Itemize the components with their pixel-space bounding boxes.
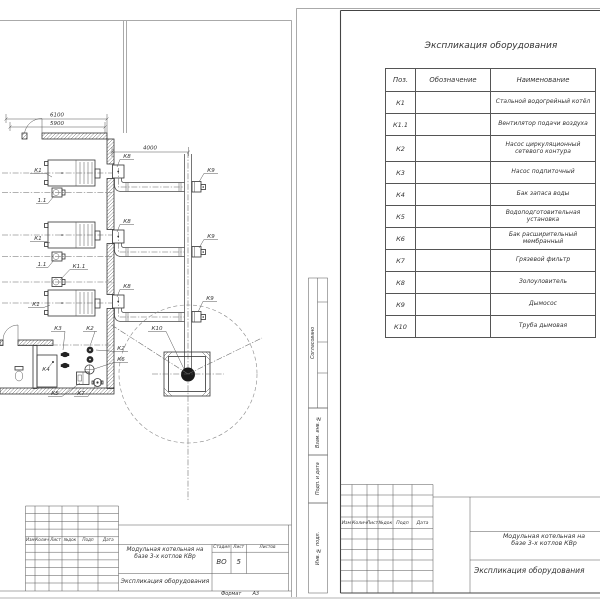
chimney: [110, 305, 262, 443]
spec-cell: К3: [386, 162, 416, 184]
stage-label: Стадия: [213, 544, 230, 550]
svg-text:К1: К1: [34, 168, 42, 174]
left-tb-project: [119, 547, 211, 572]
side-label-inv-orig: Инв. № подл.: [315, 531, 321, 565]
spec-row: [386, 250, 596, 272]
spec-cell: [416, 316, 491, 338]
plan-label-k1-a: [30, 168, 52, 177]
pump-k3: [61, 352, 69, 368]
spec-row: [386, 136, 596, 162]
svg-text:5900: 5900: [50, 120, 64, 127]
spec-cell: [416, 206, 491, 228]
right-tb-header-№док: №док: [378, 521, 393, 527]
svg-text:К6: К6: [117, 357, 125, 363]
spec-header-cell: Поз.: [386, 69, 416, 92]
spec-cell: [416, 228, 491, 250]
right-tb-header-Подп: Подп: [396, 521, 409, 527]
svg-text:К8: К8: [123, 284, 131, 290]
spec-cell: К4: [386, 184, 416, 206]
spec-cell: К1.1: [386, 114, 416, 136]
right-tb-project: [470, 533, 600, 559]
svg-text:К4: К4: [42, 367, 50, 373]
expansion-tank-k6: [85, 365, 94, 374]
inner-door: [3, 325, 18, 340]
svg-text:1.1: 1.1: [37, 198, 47, 204]
right-tb-header-Лист: Лист: [366, 521, 379, 527]
side-label-sign-date: Подп. и дата: [315, 462, 321, 496]
spec-cell: [416, 114, 491, 136]
left-tb-header-№док: №док: [63, 537, 77, 543]
spec-cell: К7: [386, 250, 416, 272]
plan-label-k11-c: [60, 264, 88, 280]
spec-cell: Бак запаса воды: [491, 184, 596, 206]
plan-label-dim-5900: [50, 121, 64, 127]
spec-cell: К9: [386, 294, 416, 316]
right-tb-header-Колич: Колич: [352, 521, 367, 527]
spec-row: [386, 206, 596, 228]
svg-text:К1.1: К1.1: [72, 264, 86, 270]
right-tb-doc-title: Экспликация оборудования: [474, 566, 585, 575]
left-tb-doc-title: Экспликация оборудования: [120, 577, 210, 585]
plan-labels: [28, 113, 218, 398]
spec-row: [386, 228, 596, 250]
entry-door: [25, 118, 43, 133]
side-label-approved: Согласовано: [310, 326, 316, 360]
plan-label-dim-6100: [50, 113, 64, 119]
plan-label-k9-c: [198, 296, 217, 312]
format-value: А3: [252, 590, 260, 597]
plan-label-k10: [148, 326, 184, 369]
bottom-edge: [0, 597, 600, 599]
svg-text:4000: 4000: [143, 145, 157, 152]
spec-cell: Насос подпиточный: [491, 162, 596, 184]
sink-fixture: [15, 371, 23, 381]
spec-cell: К5: [386, 206, 416, 228]
svg-text:К1: К1: [32, 302, 40, 308]
spec-row: [386, 294, 596, 316]
spec-cell: Бак расширительный мембранный: [491, 228, 596, 250]
right-tb-header-Изм: Изм: [341, 521, 351, 527]
format-label: Формат: [221, 590, 242, 597]
left-tb-header-Дата: Дата: [102, 537, 114, 543]
spec-table: [385, 68, 596, 338]
svg-text:К1: К1: [34, 236, 42, 242]
svg-text:К8: К8: [123, 154, 131, 160]
spec-cell: Дымосос: [491, 294, 596, 316]
side-label-replace-inv: Взам. инв. №: [315, 415, 321, 448]
spec-row: [386, 162, 596, 184]
pump-room-equipment: [15, 347, 103, 387]
plan-label-k9-b: [199, 234, 218, 248]
svg-text:1.1: 1.1: [37, 262, 47, 268]
spec-cell: [416, 250, 491, 272]
spec-cell: [416, 184, 491, 206]
spec-cell: Золоуловитель: [491, 272, 596, 294]
right-tb-project-line2: базе 3-х котлов КВр: [511, 540, 577, 548]
spec-row: [386, 272, 596, 294]
spec-cell: Вентилятор подачи воздуха: [491, 114, 596, 136]
spec-table-title: Экспликация оборудования: [424, 40, 558, 51]
svg-text:К8: К8: [123, 219, 131, 225]
svg-text:К7: К7: [77, 391, 85, 397]
left-tb-header-Подп: Подп: [82, 537, 94, 543]
sheet-label: Лист: [233, 544, 245, 550]
spec-cell: Стальной водогрейный котёл: [491, 92, 596, 114]
spec-cell: Грязевой фильтр: [491, 250, 596, 272]
sheet-value: 5: [236, 558, 241, 567]
spec-row: [386, 114, 596, 136]
left-tb-project-line1: Модульная котельная на: [126, 547, 204, 553]
left-sheet-frame: [0, 21, 292, 598]
spec-cell: [416, 162, 491, 184]
spec-row: [386, 316, 596, 338]
plan-label-k1-b: [30, 236, 50, 243]
plan-label-k2-a: [83, 326, 97, 346]
spec-cell: К6: [386, 228, 416, 250]
spec-cell: [416, 92, 491, 114]
svg-text:К2: К2: [86, 326, 94, 332]
sheets-value: [247, 553, 289, 572]
spec-cell: К8: [386, 272, 416, 294]
plan-label-dim-4000: [143, 146, 157, 152]
left-tb-project-line2: базе 3-х котлов КВр: [134, 553, 196, 560]
spec-cell: К2: [386, 136, 416, 162]
spec-header-cell: Наименование: [491, 69, 596, 92]
plan-label-k9-a: [199, 168, 218, 182]
spec-cell: Насос циркуляционный сетевого контура: [491, 136, 596, 162]
spec-cell: [416, 272, 491, 294]
svg-text:К5: К5: [51, 391, 59, 397]
spec-cell: К1: [386, 92, 416, 114]
plan-label-k11-a: [36, 196, 54, 204]
spec-row: [386, 184, 596, 206]
svg-text:К9: К9: [207, 234, 215, 240]
svg-text:6100: 6100: [50, 112, 64, 119]
guy-wires: [110, 324, 262, 374]
right-tb-header-Дата: Дата: [416, 521, 429, 527]
svg-text:К2: К2: [117, 346, 125, 352]
svg-text:К10: К10: [151, 326, 163, 332]
left-tb-header-Колич: Колич: [35, 537, 49, 543]
sheets-label: Листов: [259, 544, 276, 550]
stage-value: ВО: [216, 558, 227, 567]
pump-k2: [87, 347, 94, 363]
svg-text:К9: К9: [207, 168, 215, 174]
right-tb-project-line1: Модульная котельная на: [502, 533, 586, 540]
spec-cell: К10: [386, 316, 416, 338]
spec-cell: [416, 294, 491, 316]
left-tb-header-Лист: Лист: [50, 537, 61, 543]
spec-cell: Труба дымовая: [491, 316, 596, 338]
plan-label-k4: [42, 361, 54, 373]
svg-text:К9: К9: [206, 296, 214, 302]
mud-filter-k7: [92, 379, 103, 387]
left-tb-header-Изм: Изм: [25, 537, 35, 543]
top-pipe: [124, 21, 127, 133]
plan-label-k11-b: [36, 260, 54, 268]
spec-header-row: [386, 69, 596, 92]
spec-header-cell: Обозначение: [416, 69, 491, 92]
spec-cell: Водоподготовительная установка: [491, 206, 596, 228]
plan-label-k3: [51, 326, 65, 350]
spec-row: [386, 92, 596, 114]
spec-cell: [416, 136, 491, 162]
svg-text:К3: К3: [54, 326, 62, 332]
